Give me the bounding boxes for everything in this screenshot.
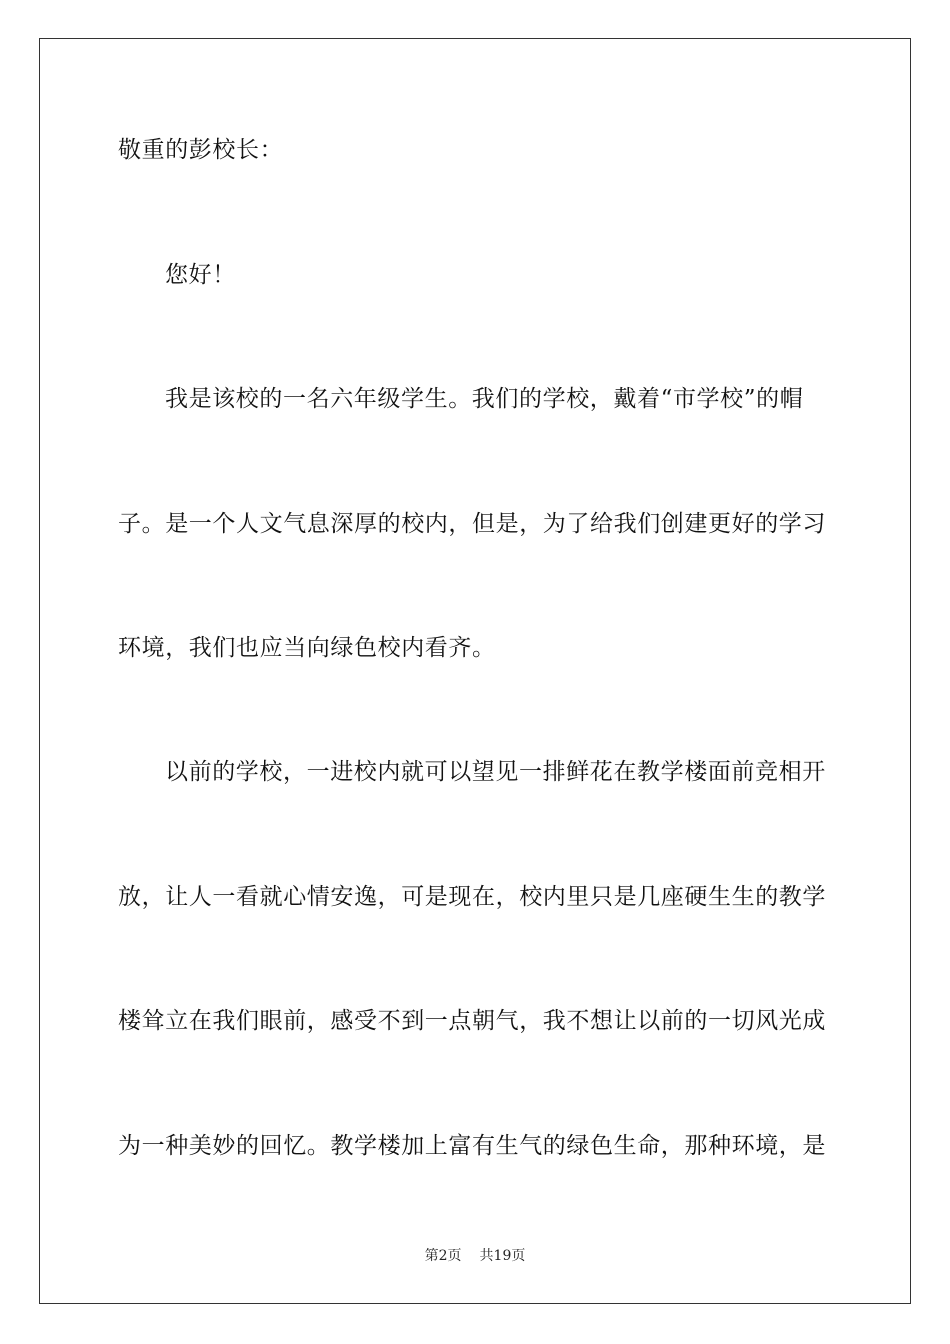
paragraph-line: 我是该校的一名六年级学生。我们的学校，戴着“市学校”的帽	[165, 386, 804, 412]
paragraph-line: 以前的学校，一进校内就可以望见一排鲜花在教学楼面前竞相开	[165, 759, 826, 785]
paragraph-line: 为一种美妙的回忆。教学楼加上富有生气的绿色生命，那种环境，是	[118, 1133, 826, 1159]
paragraph-line: 放，让人一看就心情安逸，可是现在，校内里只是几座硬生生的教学	[118, 884, 826, 910]
page-footer	[0, 1247, 950, 1265]
page-number: 第2页	[424, 1248, 462, 1264]
paragraph-line: 环境，我们也应当向绿色校内看齐。	[118, 635, 496, 661]
paragraph-line: 楼耸立在我们眼前，感受不到一点朝气，我不想让以前的一切风光成	[118, 1008, 826, 1034]
paragraph-line: 子。是一个人文气息深厚的校内，但是，为了给我们创建更好的学习	[118, 511, 826, 537]
greeting: 您好！	[165, 262, 236, 288]
page-border	[39, 38, 911, 1304]
page-total: 共19页	[479, 1248, 526, 1264]
salutation: 敬重的彭校长：	[118, 137, 284, 163]
